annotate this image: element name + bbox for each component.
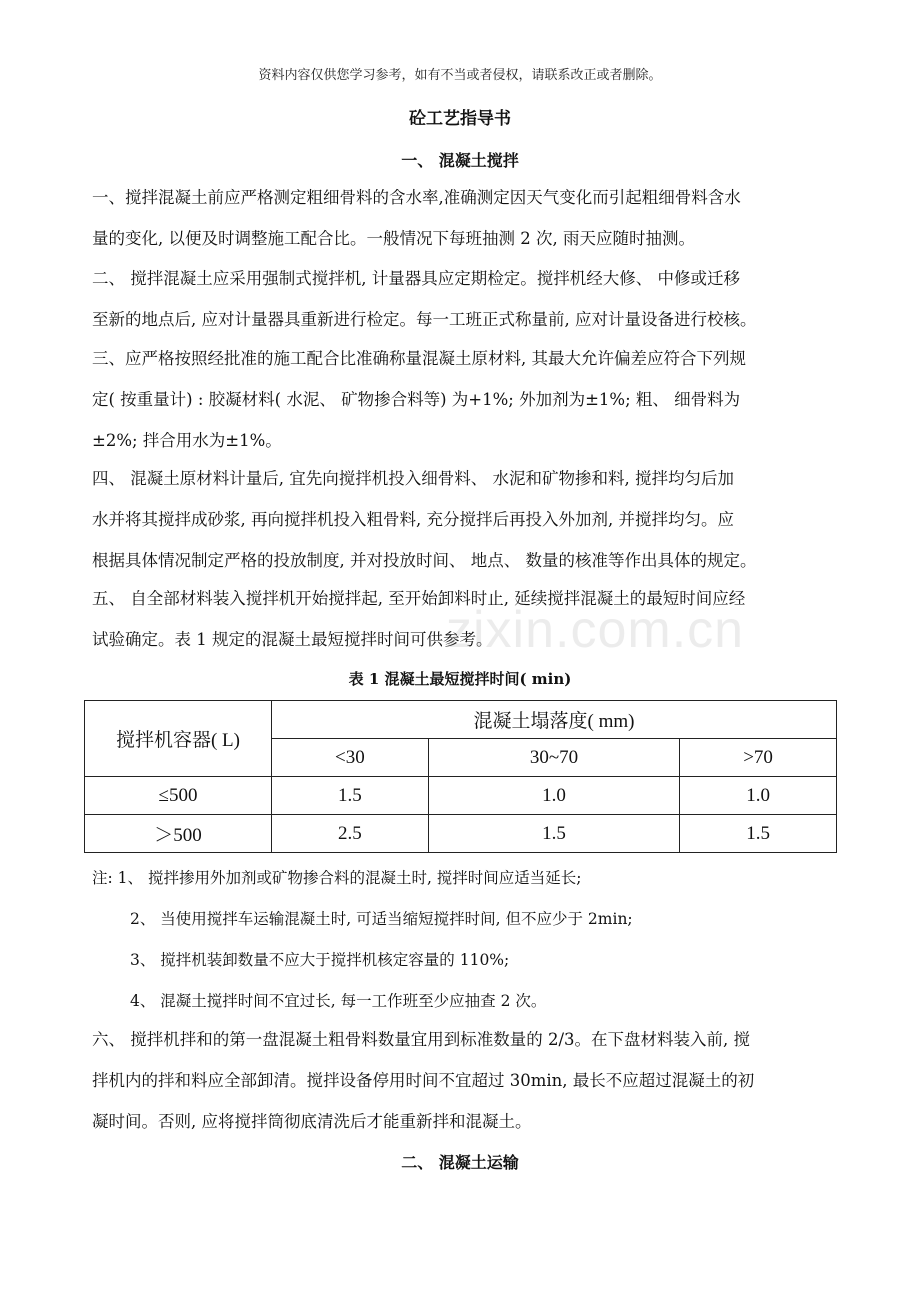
paragraph-line: 三、应严格按照经批准的施工配合比准确称量混凝土原材料, 其最大允许偏差应符合下列规 <box>92 349 746 368</box>
document-title: 砼工艺指导书 <box>409 109 511 129</box>
paragraph-1 <box>92 177 842 259</box>
section-2-title: 二、 混凝土运输 <box>401 1153 519 1172</box>
paragraph-line: 一、搅拌混凝土前应严格测定粗细骨料的含水率,准确测定因天气变化而引起粗细骨料含水 <box>92 188 741 207</box>
note-line: 注: 1、 搅拌掺用外加剂或矿物掺合料的混凝土时, 搅拌时间应适当延长; <box>92 869 582 887</box>
table-cell: 1.5 <box>680 815 837 853</box>
column-header-cell: 30~70 <box>428 739 679 777</box>
paragraph-line: 凝时间。否则, 应将搅拌筒彻底清洗后才能重新拌和混凝土。 <box>92 1112 532 1131</box>
paragraph-line: 五、 自全部材料装入搅拌机开始搅拌起, 至开始卸料时止, 延续搅拌混凝土的最短时间应经 <box>92 589 746 608</box>
row-header-cell: 搅拌机容器( L) <box>85 701 272 777</box>
paragraph-line: 试验确定。表 1 规定的混凝土最短搅拌时间可供参考。 <box>92 630 493 649</box>
paragraph-line: 至新的地点后, 应对计量器具重新进行检定。每一工班正式称量前, 应对计量设备进行校核。 <box>92 310 757 329</box>
paragraph-2 <box>92 258 842 340</box>
table-cell: 1.5 <box>272 777 429 815</box>
note-line: 4、 混凝土搅拌时间不宜过长, 每一工作班至少应抽查 2 次。 <box>130 992 547 1010</box>
paragraph-6 <box>92 1019 842 1142</box>
note-line: 3、 搅拌机装卸数量不应大于搅拌机核定容量的 110%; <box>130 951 510 969</box>
table-cell: 1.0 <box>428 777 679 815</box>
note-line: 2、 当使用搅拌车运输混凝土时, 可适当缩短搅拌时间, 但不应少于 2min; <box>130 910 633 928</box>
paragraph-line: ±2%; 拌合用水为±1%。 <box>92 431 282 450</box>
section-1-title: 一、 混凝土搅拌 <box>401 151 519 170</box>
disclaimer-header: 资料内容仅供您学习参考，如有不当或者侵权，请联系改正或者删除。 <box>258 68 662 83</box>
paragraph-4 <box>92 458 842 581</box>
paragraph-line: 定( 按重量计) : 胶凝材料( 水泥、 矿物掺合料等) 为+1%; 外加剂为±1%; 粗、 细骨料为 <box>92 390 741 409</box>
column-header-cell: <30 <box>272 739 429 777</box>
paragraph-line: 量的变化, 以便及时调整施工配合比。一般情况下每班抽测 2 次, 雨天应随时抽测。 <box>92 229 695 248</box>
watermark: zixin.com.cn <box>446 601 745 659</box>
paragraph-line: 拌机内的拌和料应全部卸清。搅拌设备停用时间不宜超过 30min, 最长不应超过混凝土的初 <box>92 1071 755 1090</box>
paragraph-3 <box>92 338 842 461</box>
paragraph-line: 根据具体情况制定严格的投放制度, 并对投放时间、 地点、 数量的核准等作出具体的规定。 <box>92 551 757 570</box>
row-label-cell: ≤500 <box>85 777 272 815</box>
table-notes <box>92 858 852 1022</box>
group-header-cell: 混凝土塌落度( mm) <box>272 701 837 739</box>
paragraph-line: 二、 搅拌混凝土应采用强制式搅拌机, 计量器具应定期检定。搅拌机经大修、 中修或迁移 <box>92 269 740 288</box>
column-header-cell: >70 <box>680 739 837 777</box>
paragraph-line: 四、 混凝土原材料计量后, 宜先向搅拌机投入细骨料、 水泥和矿物掺和料, 搅拌均匀后加 <box>92 469 734 488</box>
table-caption: 表 1 混凝土最短搅拌时间( min) <box>348 670 572 688</box>
mixing-time-table <box>84 700 837 853</box>
paragraph-line: 六、 搅拌机拌和的第一盘混凝土粗骨料数量宜用到标准数量的 2/3。在下盘材料装入前, 搅 <box>92 1030 751 1049</box>
table-cell: 1.0 <box>680 777 837 815</box>
row-label-cell: ＞500 <box>85 815 272 853</box>
table-cell: 2.5 <box>272 815 429 853</box>
table-cell: 1.5 <box>428 815 679 853</box>
paragraph-line: 水并将其搅拌成砂浆, 再向搅拌机投入粗骨料, 充分搅拌后再投入外加剂, 并搅拌均匀。应 <box>92 510 734 529</box>
